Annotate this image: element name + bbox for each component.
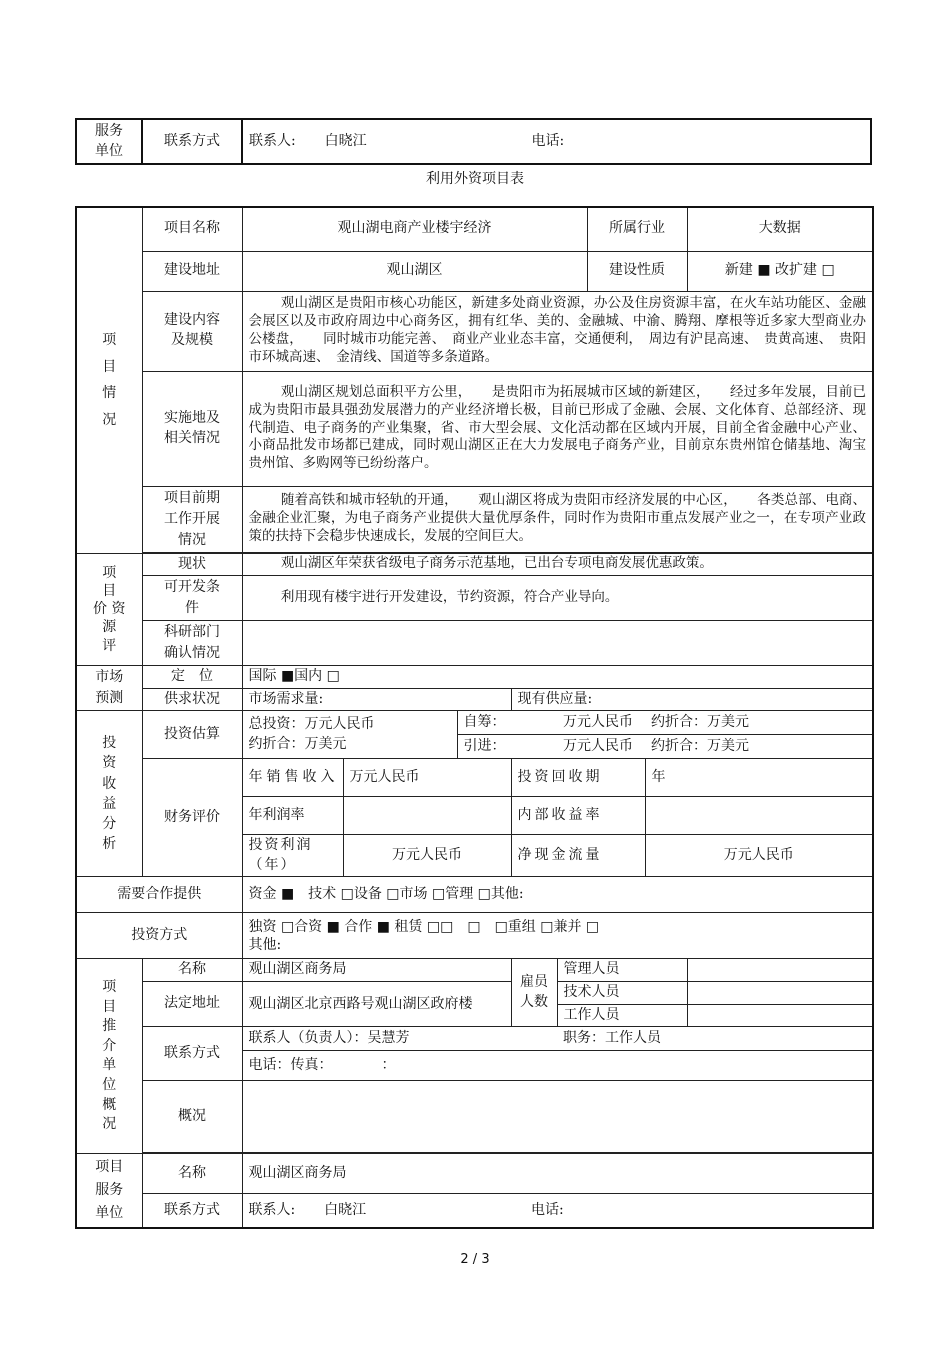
top-service-unit-table (75, 118, 872, 165)
contact-person-label: 联系人: (249, 132, 296, 149)
introduced-label: 引进： (457, 735, 557, 759)
supply-now-label: 现有供应量: (511, 688, 873, 711)
sales-label: 年销售收入 (242, 759, 343, 797)
invest-mode-line2: 其他: (248, 936, 282, 953)
market-section-label: 市场 预测 (76, 666, 142, 711)
address-label: 建设地址 (142, 251, 242, 291)
finance-label: 财务评价 (142, 759, 242, 877)
page-number: 2 / 3 (460, 1252, 490, 1267)
dev-condition-label: 可开发条 件 (142, 576, 242, 621)
position-label: 定 位 (142, 666, 242, 689)
cooperation-value: 资金 ■ 技术 □设备 □市场 □管理 □其他: (242, 877, 873, 913)
service-unit-label: 服务 单位 (76, 119, 142, 164)
site-text: 观山湖区规划总面积平方公里， 是贵阳市为拓展城市区域的新建区， 经过多年发展，目前已成为贵阳市最具强劲发展潜力的产业经济增长极，目前已形成了金融、会展、文化体育、总部经济、现代制造、电子商务的产业集聚，省、市大型会展、文化活动都在区域内开展，目前全省金融中心产业、小商品批发市场都已建成，同时观山湖区正在大力发展电子商务产业，目前京东贵州馆仓储基地、淘宝贵州馆、多购网等已纷纷落户。 (242, 371, 873, 486)
resource-eval-section-label: 项 目 价 资 源 评 (76, 553, 142, 666)
industry-value: 大数据 (687, 207, 873, 251)
promoter-phone-fax: 电话：传真： ： (242, 1051, 873, 1081)
overview-text (242, 1081, 873, 1153)
promoter-name-label: 名称 (142, 959, 242, 982)
promoter-name-value: 观山湖区商务局 (242, 959, 511, 982)
service-name-label: 名称 (142, 1154, 242, 1194)
payback-label: 投资回收期 (511, 759, 645, 797)
industry-label: 所属行业 (587, 207, 687, 251)
work-staff-value (687, 1004, 873, 1027)
contact-info (242, 119, 871, 164)
introduced-value: 万元人民币 (557, 735, 645, 759)
project-name-value: 观山湖电商产业楼宇经济 (242, 207, 587, 251)
foreign-investment-project-table (75, 206, 874, 1229)
tech-staff-value (687, 982, 873, 1005)
cashflow-label: 净现金流量 (511, 835, 645, 877)
payback-value: 年 (645, 759, 873, 797)
mgmt-staff-value (687, 959, 873, 982)
phone-label: 电话: (531, 132, 565, 149)
estimate-label: 投资估算 (142, 711, 242, 759)
project-info-section-label: 项 目 情 况 (76, 207, 142, 553)
tech-staff-label: 技术人员 (557, 982, 687, 1005)
invest-mode-line1: 独资 □合资 ■ 合作 ■ 租赁 □□ □ □重组 □兼并 □ (248, 918, 600, 935)
prework-label: 项目前期 工作开展 情况 (142, 486, 242, 552)
profit-rate-label: 年利润率 (242, 797, 343, 835)
irr-value (645, 797, 873, 835)
nature-value: 新建 ■ 改扩建 □ (687, 251, 873, 291)
research-label: 科研部门 确认情况 (142, 621, 242, 666)
introduced-usd: 约折合：万美元 (645, 735, 873, 759)
content-text: 观山湖区是贵阳市核心功能区，新建多处商业资源，办公及住房资源丰富，在火车站功能区、金融会展区以及市政府周边中心商务区，拥有红华、美的、金融城、中渝、腾翔、摩根等近多家大型商业办公楼盘， 同时城市功能完善、 商业产业业态丰富，交通便利， 周边有沪昆高速、 贵黄高速、 贵阳市环城高速、 金清线、国道等多条道路。 (242, 291, 873, 371)
service-contact-label: 联系方式 (142, 1194, 242, 1228)
sales-value: 万元人民币 (343, 759, 511, 797)
service-phone-label: 电话: (531, 1201, 564, 1218)
project-name-label: 项目名称 (142, 207, 242, 251)
total-investment: 总投资：万元人民币 约折合：万美元 (242, 711, 457, 759)
status-text: 观山湖区年荣获省级电子商务示范基地，已出台专项电商发展优惠政策。 (242, 553, 873, 576)
roi-value: 万元人民币 (343, 835, 511, 877)
service-contact-person-label: 联系人: (248, 1201, 296, 1218)
promoter-position: 职务：工作人员 (557, 1027, 873, 1051)
service-name-value: 观山湖区商务局 (242, 1154, 873, 1194)
supply-label: 供求状况 (142, 688, 242, 711)
cashflow-value: 万元人民币 (645, 835, 873, 877)
promoter-address-label: 法定地址 (142, 982, 242, 1027)
site-label: 实施地及 相关情况 (142, 371, 242, 486)
promoter-section-label: 项 目 推 介 单 位 概 况 (76, 959, 142, 1154)
research-text (242, 621, 873, 666)
status-label: 现状 (142, 553, 242, 576)
service-contact-person: 白晓江 (324, 1201, 367, 1218)
service-contact-info (242, 1194, 873, 1228)
roi-label: 投资利润 （年） (242, 835, 343, 877)
self-raised-value: 万元人民币 (557, 711, 645, 735)
cooperation-label: 需要合作提供 (76, 877, 242, 913)
contact-method-label: 联系方式 (142, 119, 242, 164)
table-caption: 利用外资项目表 (426, 171, 524, 187)
overview-label: 概况 (142, 1081, 242, 1153)
address-value: 观山湖区 (242, 251, 587, 291)
self-raised-usd: 约折合：万美元 (645, 711, 873, 735)
work-staff-label: 工作人员 (557, 1004, 687, 1027)
investment-section-label: 投 资 收 益 分 析 (76, 711, 142, 877)
self-raised-label: 自筹： (457, 711, 557, 735)
staff-label: 雇员 人数 (511, 959, 557, 1027)
contact-person: 白晓江 (324, 132, 367, 149)
irr-label: 内部收益率 (511, 797, 645, 835)
promoter-address-value: 观山湖区北京西路号观山湖区政府楼 (242, 982, 511, 1027)
demand-label: 市场需求量: (242, 688, 511, 711)
mgmt-staff-label: 管理人员 (557, 959, 687, 982)
invest-mode-label: 投资方式 (76, 913, 242, 959)
nature-label: 建设性质 (587, 251, 687, 291)
dev-condition-text: 利用现有楼宇进行开发建设，节约资源，符合产业导向。 (242, 576, 873, 621)
promoter-contact-person: 联系人（负责人）：吴慧芳 (242, 1027, 557, 1051)
position-value: 国际 ■国内 □ (242, 666, 873, 689)
content-label: 建设内容 及规模 (142, 291, 242, 371)
prework-text: 随着高铁和城市轻轨的开通， 观山湖区将成为贵阳市经济发展的中心区， 各类总部、电商、金融企业汇聚，为电子商务产业提供大量优厚条件，同时作为贵阳市重点发展产业之一，在专项产业政策的扶持下会稳步快速成长，发展的空间巨大。 (242, 486, 873, 552)
profit-rate-value (343, 797, 511, 835)
service-section-label: 项目 服务 单位 (76, 1154, 142, 1228)
invest-mode-value (242, 913, 873, 959)
promoter-contact-label: 联系方式 (142, 1027, 242, 1081)
